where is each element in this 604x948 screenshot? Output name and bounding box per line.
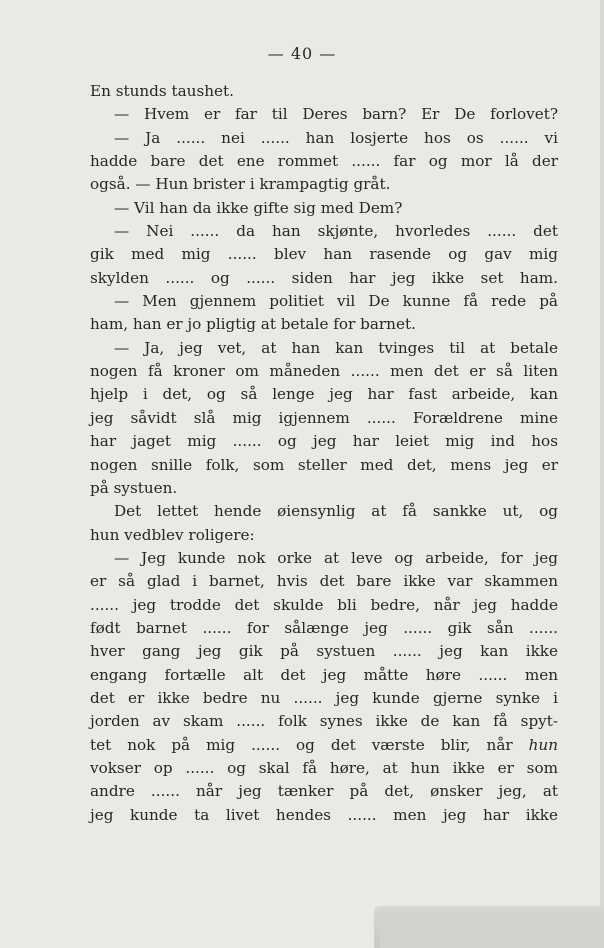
- text-line: nogen snille folk, som steller med det, mens jeg er: [90, 455, 558, 474]
- corner-shadow-inner: [380, 912, 604, 948]
- text-line: også. — Hun brister i krampagtig gråt.: [90, 175, 391, 194]
- text-line: jorden av skam ...... folk synes ikke de kan få spyt-: [90, 712, 558, 731]
- text-line: nogen få kroner om måneden ...... men det er så liten: [90, 362, 558, 381]
- text-line: hadde bare det ene rommet ...... far og mor lå der: [90, 152, 558, 171]
- text-line: hver gang jeg gik på systuen ...... jeg kan ikke: [90, 642, 558, 661]
- text-line: — Ja ...... nei ...... han losjerte hos os ...... vi: [114, 128, 558, 147]
- text-line: hun vedblev roligere:: [90, 525, 255, 544]
- page-edge: [600, 0, 604, 948]
- text-line: har jaget mig ...... og jeg har leiet mig ind hos: [90, 432, 558, 451]
- text-line: En stunds taushet.: [90, 82, 234, 100]
- text-line: [90, 734, 558, 757]
- text-line: — Ja, jeg vet, at han kan tvinges til at betale: [114, 338, 558, 357]
- italic-word: hun: [528, 735, 558, 754]
- body-text: [90, 80, 558, 827]
- text-line: vokser op ...... og skal få høre, at hun ikke er som: [90, 758, 558, 777]
- text-line: jeg kunde ta livet hendes ...... men jeg har ikke: [90, 805, 558, 824]
- text-line: ...... jeg trodde det skulde bli bedre, når jeg hadde: [90, 595, 558, 614]
- text-line: på systuen.: [90, 478, 178, 497]
- text-line: — Jeg kunde nok orke at leve og arbeide, for jeg: [114, 548, 558, 567]
- text-line: andre ...... når jeg tænker på det, ønsker jeg, at: [90, 782, 558, 801]
- page-number: — 40 —: [267, 44, 337, 63]
- text-line: er så glad i barnet, hvis det bare ikke var skammen: [90, 572, 558, 591]
- text-line: — Nei ...... da han skjønte, hvorledes ...... det: [114, 222, 558, 241]
- text-line: ham, han er jo pligtig at betale for barnet.: [90, 315, 416, 334]
- text-line-part: tet nok på mig ...... og det værste blir, når: [90, 735, 529, 754]
- text-line: — Vil han da ikke gifte sig med Dem?: [114, 198, 403, 217]
- text-line: engang fortælle alt det jeg måtte høre ...... men: [90, 665, 558, 684]
- text-line: — Men gjennem politiet vil De kunne få rede på: [114, 292, 558, 311]
- text-line: jeg såvidt slå mig igjennem ...... Forældrene mine: [90, 408, 558, 427]
- text-line: hjelp i det, og så lenge jeg har fast arbeide, kan: [90, 385, 558, 404]
- text-line: skylden ...... og ...... siden har jeg ikke set ham.: [90, 268, 558, 287]
- text-line: Det lettet hende øiensynlig at få sankke ut, og: [114, 502, 558, 521]
- text-line: født barnet ...... for sålænge jeg ...... gik sån ......: [90, 618, 558, 637]
- text-line: gik med mig ...... blev han rasende og gav mig: [90, 245, 558, 264]
- text-line: — Hvem er far til Deres barn? Er De forlovet?: [114, 105, 558, 124]
- text-line: det er ikke bedre nu ...... jeg kunde gjerne synke i: [90, 688, 558, 707]
